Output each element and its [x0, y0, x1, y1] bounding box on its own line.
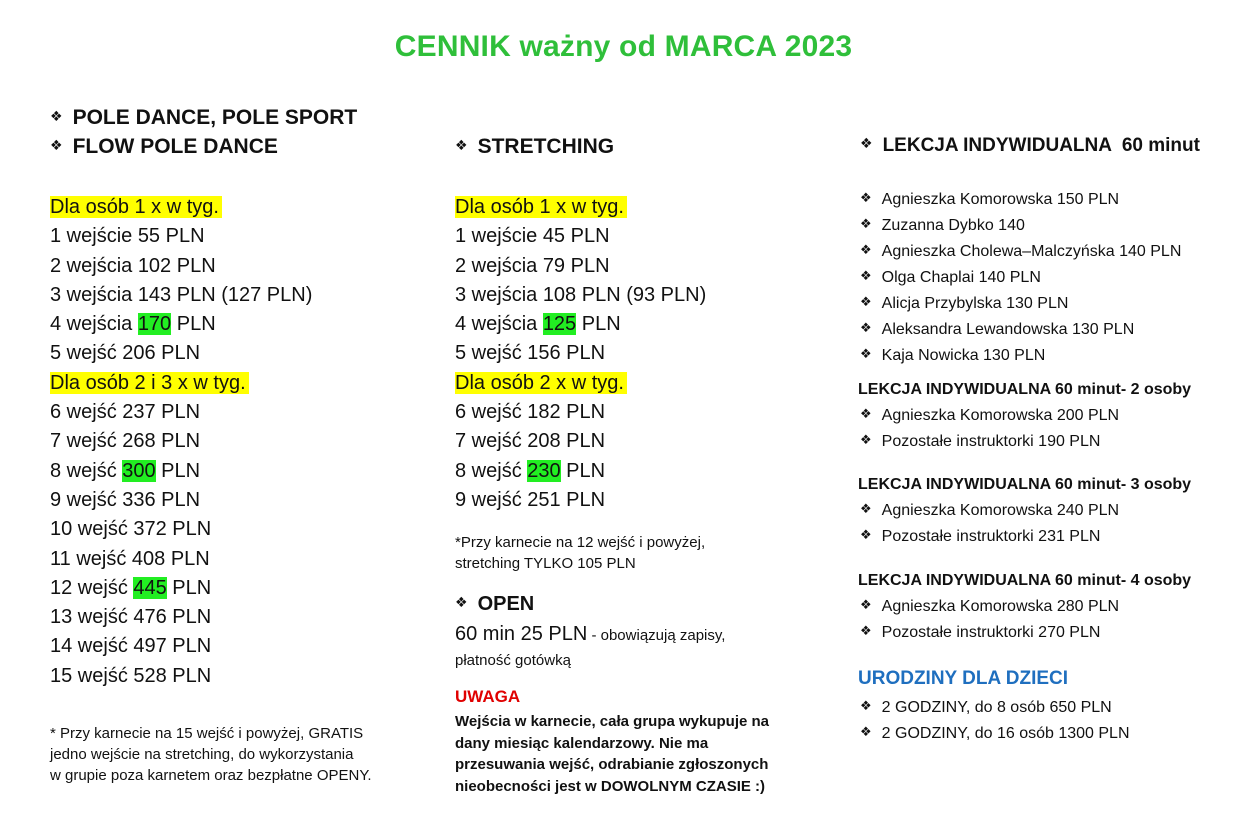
price-row: 7 wejść 208 PLN — [455, 430, 606, 453]
list-item: ❖ Zuzanna Dybko 140 — [860, 212, 1181, 238]
list-item: ❖ Agnieszka Cholewa–Malczyńska 140 PLN — [860, 238, 1181, 264]
highlighted-price: 125 — [542, 313, 577, 336]
price-row: 8 wejść 230 PLN — [455, 459, 606, 482]
highlighted-price: 445 — [133, 576, 167, 599]
diamond-bullet-icon: ❖ — [50, 108, 63, 124]
heading-pole-dance: ❖ POLE DANCE, POLE SPORT — [50, 106, 358, 129]
price-row: 14 wejść 497 PLN — [50, 635, 212, 658]
list-item: ❖ Agnieszka Komorowska 280 PLN — [860, 593, 1119, 619]
diamond-bullet-icon: ❖ — [860, 268, 872, 283]
list-item: ❖ 2 GODZINY, do 8 osób 650 PLN — [860, 694, 1130, 720]
price-row: 2 wejścia 102 PLN — [50, 254, 216, 277]
diamond-bullet-icon: ❖ — [860, 242, 872, 257]
price-row: 4 wejścia 170 PLN — [50, 313, 216, 336]
list-item: ❖ Agnieszka Komorowska 240 PLN — [860, 497, 1119, 523]
open-payment-note: płatność gotówką — [455, 652, 571, 669]
price-row: 11 wejść 408 PLN — [50, 547, 210, 570]
diamond-bullet-icon: ❖ — [860, 623, 872, 638]
list-item: ❖ Pozostałe instruktorki 190 PLN — [860, 428, 1119, 454]
group-label-2-3x: Dla osób 2 i 3 x w tyg. — [50, 372, 249, 394]
individual-2-people-list — [860, 402, 1119, 454]
open-price: 60 min 25 PLN - obowiązują zapisy, — [455, 623, 726, 645]
price-row: 3 wejścia 143 PLN (127 PLN) — [50, 283, 313, 306]
heading-stretching: ❖ STRETCHING — [455, 135, 615, 158]
list-item: ❖ Pozostałe instruktorki 270 PLN — [860, 619, 1119, 645]
price-row: 2 wejścia 79 PLN — [455, 254, 610, 277]
heading-individual-2-people: LEKCJA INDYWIDUALNA 60 minut- 2 osoby — [858, 381, 1192, 398]
diamond-bullet-icon: ❖ — [860, 406, 872, 421]
list-item: ❖ Pozostałe instruktorki 231 PLN — [860, 523, 1119, 549]
price-row: 4 wejścia 125 PLN — [455, 313, 621, 336]
highlighted-price: 300 — [122, 459, 156, 482]
list-item: ❖ Agnieszka Komorowska 150 PLN — [860, 186, 1181, 212]
price-row: 1 wejście 45 PLN — [455, 225, 610, 248]
diamond-bullet-icon: ❖ — [860, 597, 872, 612]
diamond-bullet-icon: ❖ — [860, 294, 872, 309]
highlighted-price: 230 — [527, 459, 561, 482]
highlighted-price: 170 — [137, 313, 172, 336]
price-row: 8 wejść 300 PLN — [50, 459, 201, 482]
list-item: ❖ Agnieszka Komorowska 200 PLN — [860, 402, 1119, 428]
diamond-bullet-icon: ❖ — [860, 346, 872, 361]
heading-open: ❖ OPEN — [455, 593, 535, 615]
diamond-bullet-icon: ❖ — [860, 216, 872, 231]
instructor-list — [860, 186, 1181, 368]
list-item: ❖ 2 GODZINY, do 16 osób 1300 PLN — [860, 720, 1130, 746]
heading-individual-3-people: LEKCJA INDYWIDUALNA 60 minut- 3 osoby — [858, 476, 1192, 493]
page-title: CENNIK ważny od MARCA 2023 — [394, 30, 853, 63]
price-row: 6 wejść 237 PLN — [50, 401, 201, 424]
group-label-2x: Dla osób 2 x w tyg. — [455, 372, 627, 394]
price-row: 9 wejść 251 PLN — [455, 488, 606, 511]
individual-3-people-list — [860, 497, 1119, 549]
stretching-price-list — [455, 193, 706, 515]
price-row: 3 wejścia 108 PLN (93 PLN) — [455, 283, 707, 306]
diamond-bullet-icon: ❖ — [860, 527, 872, 542]
group-label-1x: Dla osób 1 x w tyg. — [50, 196, 222, 218]
price-row: 1 wejście 55 PLN — [50, 225, 205, 248]
uwaga-heading: UWAGA — [455, 687, 521, 706]
pole-dance-note: * Przy karnecie na 15 wejść i powyżej, GRATIS jedno wejście na stretching, do wykorzystania w grupie poza karnetem oraz bezpłatne OPENY. — [50, 725, 372, 784]
diamond-bullet-icon: ❖ — [860, 320, 872, 335]
stretching-note: *Przy karnecie na 12 wejść i powyżej, stretching TYLKO 105 PLN — [455, 534, 706, 572]
list-item: ❖ Alicja Przybylska 130 PLN — [860, 290, 1181, 316]
price-row: 10 wejść 372 PLN — [50, 518, 212, 541]
price-row: 6 wejść 182 PLN — [455, 401, 606, 424]
list-item: ❖ Olga Chaplai 140 PLN — [860, 264, 1181, 290]
list-item: ❖ Kaja Nowicka 130 PLN — [860, 342, 1181, 368]
kids-birthday-list — [860, 694, 1130, 746]
heading-individual-4-people: LEKCJA INDYWIDUALNA 60 minut- 4 osoby — [858, 572, 1192, 589]
diamond-bullet-icon: ❖ — [860, 501, 872, 516]
diamond-bullet-icon: ❖ — [860, 724, 872, 739]
diamond-bullet-icon: ❖ — [860, 432, 872, 447]
heading-flow-pole-dance: ❖ FLOW POLE DANCE — [50, 135, 278, 158]
price-row: 5 wejść 156 PLN — [455, 342, 606, 365]
diamond-bullet-icon: ❖ — [860, 135, 873, 151]
list-item: ❖ Aleksandra Lewandowska 130 PLN — [860, 316, 1181, 342]
heading-kids-birthday: URODZINY DLA DZIECI — [858, 668, 1069, 689]
group-label-1x: Dla osób 1 x w tyg. — [455, 196, 627, 218]
price-row: 7 wejść 268 PLN — [50, 430, 201, 453]
diamond-bullet-icon: ❖ — [455, 137, 468, 153]
price-row: 15 wejść 528 PLN — [50, 664, 212, 687]
uwaga-text: Wejścia w karnecie, cała grupa wykupuje na dany miesiąc kalendarzowy. Nie ma przesuwania wejść, odrabianie zgłoszonych nieobecności jest w DOWOLNYM CZASIE :) — [455, 713, 770, 795]
diamond-bullet-icon: ❖ — [455, 594, 468, 610]
diamond-bullet-icon: ❖ — [860, 190, 872, 205]
price-row: 12 wejść 445 PLN — [50, 576, 212, 599]
diamond-bullet-icon: ❖ — [860, 698, 872, 713]
price-row: 5 wejść 206 PLN — [50, 342, 201, 365]
diamond-bullet-icon: ❖ — [50, 137, 63, 153]
individual-4-people-list — [860, 593, 1119, 645]
pole-dance-price-list — [50, 193, 312, 691]
price-row: 9 wejść 336 PLN — [50, 488, 201, 511]
heading-individual-lesson: ❖ LEKCJA INDYWIDUALNA 60 minut — [860, 135, 1200, 156]
price-row: 13 wejść 476 PLN — [50, 606, 212, 629]
